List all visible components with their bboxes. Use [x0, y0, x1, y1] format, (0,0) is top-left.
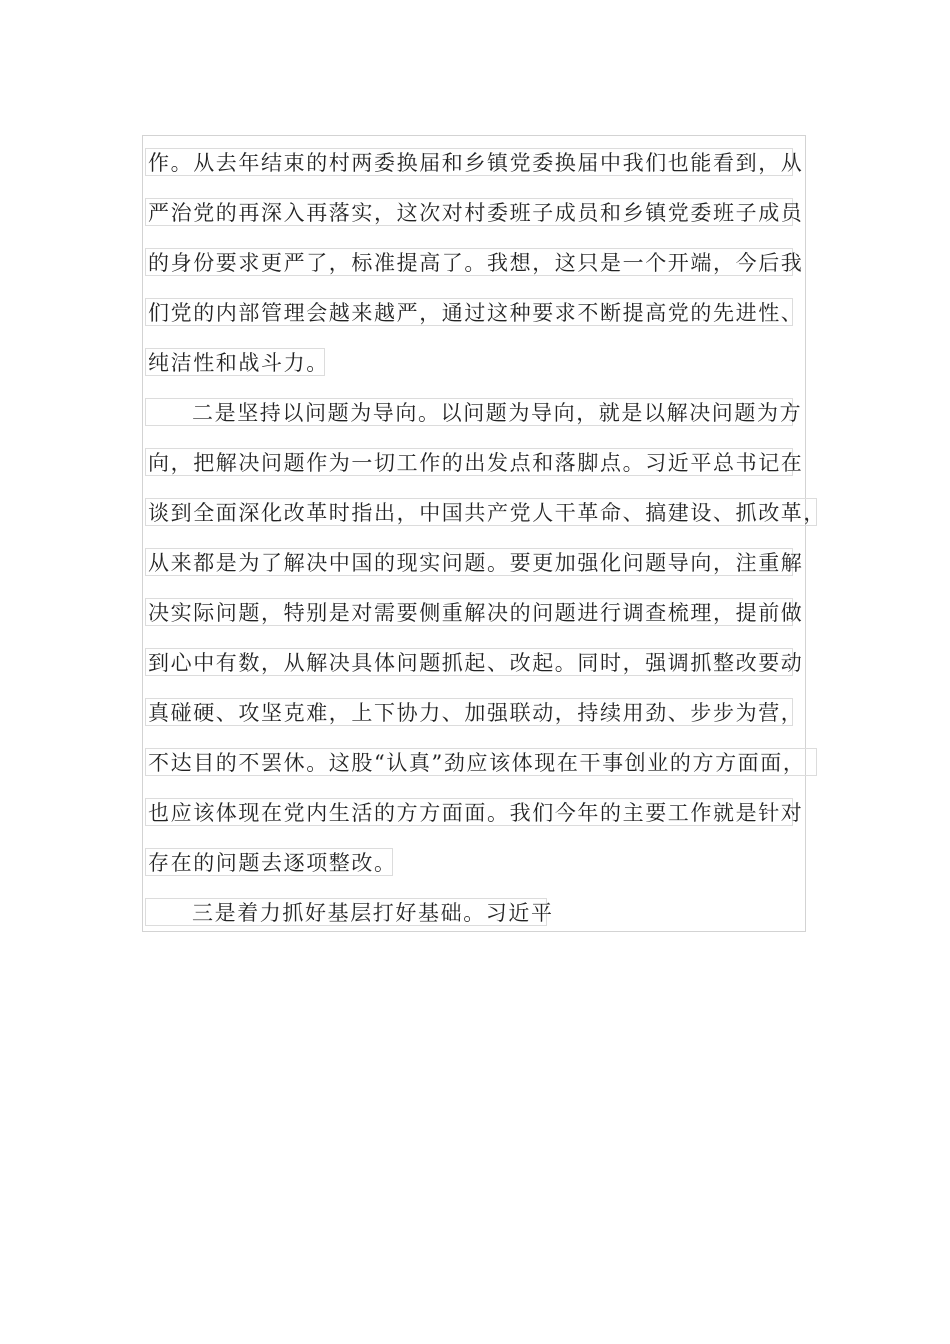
text-line: 谈到全面深化改革时指出，中国共产党人干革命、搞建设、抓改革， — [145, 498, 817, 526]
text-line: 存在的问题去逐项整改。 — [145, 848, 393, 876]
text-line: 也应该体现在党内生活的方方面面。我们今年的主要工作就是针对 — [145, 798, 793, 826]
text-line: 的身份要求更严了，标准提高了。我想，这只是一个开端，今后我 — [145, 248, 793, 276]
text-line: 不达目的不罢休。这股“认真”劲应该体现在干事创业的方方面面， — [145, 748, 817, 776]
text-line: 从来都是为了解决中国的现实问题。要更加强化问题导向，注重解 — [145, 548, 793, 576]
text-line: 真碰硬、攻坚克难，上下协力、加强联动，持续用劲、步步为营， — [145, 698, 793, 726]
text-line: 们党的内部管理会越来越严，通过这种要求不断提高党的先进性、 — [145, 298, 793, 326]
text-line: 纯洁性和战斗力。 — [145, 348, 325, 376]
text-line: 作。从去年结束的村两委换届和乡镇党委换届中我们也能看到，从 — [145, 148, 793, 176]
text-line: 严治党的再深入再落实，这次对村委班子成员和乡镇党委班子成员 — [145, 198, 793, 226]
text-line: 向，把解决问题作为一切工作的出发点和落脚点。习近平总书记在 — [145, 448, 793, 476]
text-line-indented: 三是着力抓好基层打好基础。习近平 — [145, 898, 547, 926]
text-line-indented: 二是坚持以问题为导向。以问题为导向，就是以解决问题为方 — [145, 398, 793, 426]
text-line: 到心中有数，从解决具体问题抓起、改起。同时，强调抓整改要动 — [145, 648, 793, 676]
text-line: 决实际问题，特别是对需要侧重解决的问题进行调查梳理，提前做 — [145, 598, 793, 626]
